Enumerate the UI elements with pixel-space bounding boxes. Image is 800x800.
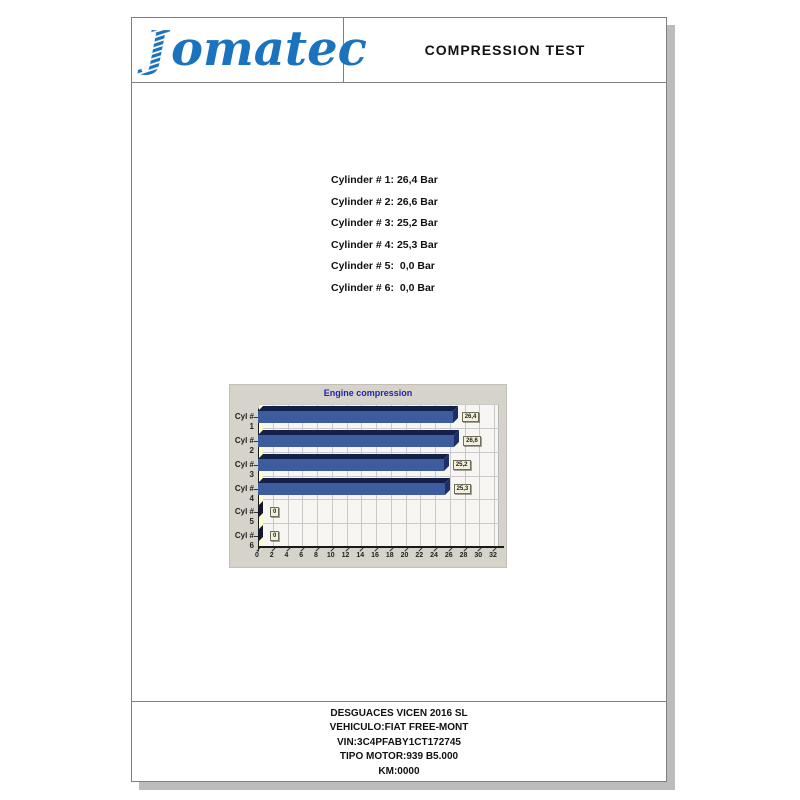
- category-label: Cyl # 1: [234, 412, 254, 431]
- category-tick: [254, 441, 258, 442]
- logo-text-rest: omatec: [170, 21, 367, 77]
- vehicle-info-footer: [132, 701, 666, 781]
- category-tick: [254, 417, 258, 418]
- bar-value-label: 0: [270, 507, 279, 517]
- x-axis-tick: [433, 547, 437, 551]
- x-tick-label: 16: [371, 552, 379, 559]
- gridline-horizontal: [258, 476, 499, 477]
- bar-value-label: 25,2: [453, 460, 471, 470]
- bar-value-label: 25,3: [454, 484, 472, 494]
- x-axis-tick: [345, 547, 349, 551]
- bar: [258, 459, 444, 471]
- x-axis-tick: [301, 547, 305, 551]
- gridline-horizontal: [258, 452, 499, 453]
- footer-line: KM:0000: [378, 765, 420, 777]
- x-tick-label: 26: [444, 552, 453, 559]
- title-cell: [344, 18, 666, 82]
- footer-line: VIN:3C4PFABY1CT172745: [337, 736, 461, 748]
- logo-letter-j: J: [144, 21, 168, 77]
- category-tick: [254, 536, 258, 537]
- reading-line: Cylinder # 1: 26,4 Bar: [331, 174, 438, 186]
- x-tick-label: 14: [356, 552, 365, 559]
- x-axis-tick: [419, 547, 423, 551]
- bar: [258, 435, 454, 447]
- cylinder-readings-list: [331, 170, 438, 300]
- x-tick-label: 20: [400, 552, 409, 559]
- x-tick-label: 18: [385, 552, 394, 559]
- reading-line: Cylinder # 5: 0,0 Bar: [331, 260, 435, 273]
- x-axis-tick: [463, 547, 467, 551]
- x-tick-label: 4: [284, 552, 289, 559]
- gridline-horizontal: [258, 428, 499, 429]
- x-tick-label: 2: [269, 552, 274, 559]
- x-axis-tick: [286, 547, 290, 551]
- gridline-horizontal: [258, 499, 499, 500]
- chart-title: Engine compression: [323, 388, 413, 398]
- x-tick-label: 24: [430, 552, 438, 559]
- x-tick-label: 32: [489, 552, 497, 559]
- x-axis-tick: [360, 547, 364, 551]
- category-label: Cyl # 4: [234, 483, 254, 503]
- logo-cell: [132, 18, 367, 82]
- category-label: Cyl # 5: [234, 507, 254, 527]
- reading-line: Cylinder # 4: 25,3 Bar: [331, 238, 438, 251]
- report-page: [131, 17, 667, 782]
- footer-line: VEHICULO:FIAT FREE-MONT: [329, 722, 469, 734]
- x-tick-label: 8: [314, 552, 318, 559]
- reading-line: Cylinder # 3: 25,2 Bar: [331, 217, 438, 230]
- jomatec-logo: [143, 21, 367, 79]
- gridline-horizontal: [258, 404, 499, 405]
- category-tick: [254, 465, 258, 466]
- x-axis-tick: [492, 547, 496, 551]
- x-tick-label: 6: [299, 552, 304, 559]
- engine-compression-chart: [229, 384, 507, 568]
- x-axis-tick: [404, 547, 408, 551]
- x-tick-label: 30: [474, 552, 483, 559]
- report-header: [132, 18, 666, 83]
- reading-line: Cylinder # 6: 0,0 Bar: [331, 281, 435, 294]
- x-tick-label: 22: [415, 552, 424, 559]
- bar: [258, 483, 445, 495]
- bar: [258, 411, 453, 423]
- x-axis-tick: [315, 547, 319, 551]
- bar-value-label: 26,4: [462, 412, 480, 422]
- category-label: Cyl # 6: [234, 531, 254, 551]
- x-axis-tick: [448, 547, 452, 551]
- x-axis-tick: [330, 547, 334, 551]
- x-tick-label: 28: [459, 552, 468, 559]
- x-tick-label: 12: [341, 552, 350, 559]
- x-axis-tick: [271, 547, 275, 551]
- x-axis-tick: [374, 547, 378, 551]
- x-tick-label: 10: [326, 552, 335, 559]
- footer-line: DESGUACES VICEN 2016 SL: [330, 708, 468, 719]
- bar-value-label: 26,6: [463, 436, 481, 446]
- bar-value-label: 0: [270, 531, 279, 541]
- reading-line: Cylinder # 2: 26,6 Bar: [331, 195, 438, 208]
- x-tick-label: 0: [255, 552, 259, 559]
- x-axis-tick: [478, 547, 482, 551]
- gridline-horizontal: [258, 523, 499, 524]
- x-axis-tick: [389, 547, 393, 551]
- category-tick: [254, 489, 258, 490]
- page-title: COMPRESSION TEST: [424, 42, 586, 58]
- footer-line: TIPO MOTOR:939 B5.000: [339, 751, 459, 763]
- category-label: Cyl # 2: [234, 435, 254, 455]
- category-tick: [254, 512, 258, 513]
- category-label: Cyl # 3: [234, 459, 254, 479]
